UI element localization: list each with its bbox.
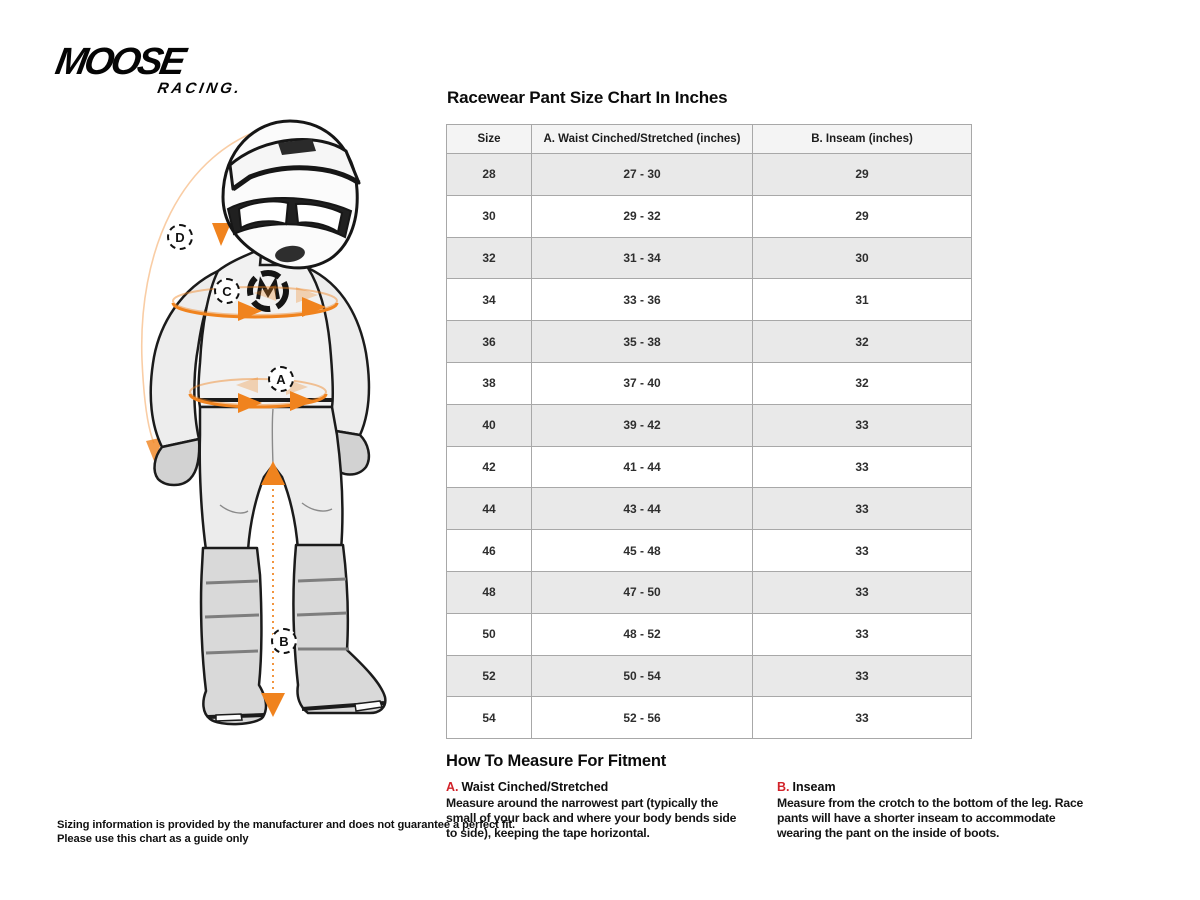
table-cell: 33 xyxy=(753,530,972,572)
table-cell: 30 xyxy=(447,195,532,237)
measure-item-letter: B. xyxy=(777,780,790,794)
measure-marker-b: B xyxy=(271,628,297,654)
brand-logo xyxy=(52,41,246,97)
brand-logo-subword: RACING. xyxy=(156,80,244,97)
table-cell: 31 - 34 xyxy=(532,237,753,279)
measure-item xyxy=(777,780,1087,841)
column-header: A. Waist Cinched/Stretched (inches) xyxy=(532,125,753,154)
table-cell: 37 - 40 xyxy=(532,362,753,404)
table-cell: 32 xyxy=(753,321,972,363)
table-cell: 45 - 48 xyxy=(532,530,753,572)
rider-figure xyxy=(50,105,430,755)
table-row xyxy=(447,321,972,363)
table-cell: 48 xyxy=(447,571,532,613)
table-cell: 54 xyxy=(447,697,532,739)
measure-item-name: Inseam xyxy=(792,780,836,794)
table-cell: 41 - 44 xyxy=(532,446,753,488)
page-title: Racewear Pant Size Chart In Inches xyxy=(447,88,728,107)
table-cell: 52 - 56 xyxy=(532,697,753,739)
table-cell: 35 - 38 xyxy=(532,321,753,363)
table-cell: 48 - 52 xyxy=(532,613,753,655)
table-cell: 46 xyxy=(447,530,532,572)
size-chart-table xyxy=(446,124,972,739)
table-cell: 33 xyxy=(753,446,972,488)
table-cell: 29 xyxy=(753,154,972,196)
table-cell: 33 - 36 xyxy=(532,279,753,321)
table-cell: 27 - 30 xyxy=(532,154,753,196)
table-cell: 33 xyxy=(753,613,972,655)
table-row xyxy=(447,697,972,739)
column-header: B. Inseam (inches) xyxy=(753,125,972,154)
table-row xyxy=(447,154,972,196)
measure-item-description: Measure from the crotch to the bottom of the leg. Race pants will have a shorter inseam to accommodate wearing the pant on the inside of boots. xyxy=(777,796,1084,840)
inseam-measure-line xyxy=(261,461,285,717)
disclaimer-line: Please use this chart as a guide only xyxy=(57,833,249,845)
table-cell: 50 xyxy=(447,613,532,655)
table-cell: 33 xyxy=(753,488,972,530)
rider-illustration xyxy=(50,105,430,755)
table-cell: 42 xyxy=(447,446,532,488)
table-cell: 36 xyxy=(447,321,532,363)
table-cell: 38 xyxy=(447,362,532,404)
table-cell: 44 xyxy=(447,488,532,530)
table-row xyxy=(447,404,972,446)
table-cell: 29 - 32 xyxy=(532,195,753,237)
measure-item-description: Measure around the narrowest part (typically the small of your back and where your body bends side to side), keeping the tape horizontal. xyxy=(446,796,737,840)
disclaimer-text xyxy=(57,818,515,846)
table-cell: 50 - 54 xyxy=(532,655,753,697)
measure-item-label xyxy=(446,780,748,794)
table-row xyxy=(447,195,972,237)
table-row xyxy=(447,446,972,488)
table-cell: 28 xyxy=(447,154,532,196)
table-cell: 31 xyxy=(753,279,972,321)
table-row xyxy=(447,362,972,404)
table-cell: 29 xyxy=(753,195,972,237)
table-cell: 32 xyxy=(447,237,532,279)
table-cell: 30 xyxy=(753,237,972,279)
measure-marker-a: A xyxy=(268,366,294,392)
table-cell: 47 - 50 xyxy=(532,571,753,613)
table-cell: 32 xyxy=(753,362,972,404)
measure-marker-d: D xyxy=(167,224,193,250)
rider-helmet xyxy=(223,121,359,268)
table-cell: 52 xyxy=(447,655,532,697)
table-row xyxy=(447,279,972,321)
table-row xyxy=(447,655,972,697)
brand-logo-word: MOOSE xyxy=(52,41,187,83)
measure-item-letter: A. xyxy=(446,780,459,794)
column-header: Size xyxy=(447,125,532,154)
measure-marker-c: C xyxy=(214,278,240,304)
table-row xyxy=(447,488,972,530)
measure-item-label xyxy=(777,780,1087,794)
how-to-measure-heading: How To Measure For Fitment xyxy=(446,752,667,770)
table-cell: 33 xyxy=(753,697,972,739)
table-cell: 43 - 44 xyxy=(532,488,753,530)
disclaimer-line: Sizing information is provided by the manufacturer and does not guarantee a perfect fit. xyxy=(57,819,516,831)
table-row xyxy=(447,571,972,613)
table-cell: 34 xyxy=(447,279,532,321)
table-cell: 33 xyxy=(753,571,972,613)
how-to-measure-section xyxy=(446,752,1136,840)
measure-item-name: Waist Cinched/Stretched xyxy=(461,780,609,794)
table-cell: 39 - 42 xyxy=(532,404,753,446)
table-cell: 40 xyxy=(447,404,532,446)
table-row xyxy=(447,530,972,572)
table-header-row xyxy=(447,125,972,154)
table-row xyxy=(447,613,972,655)
table-row xyxy=(447,237,972,279)
table-cell: 33 xyxy=(753,404,972,446)
table-cell: 33 xyxy=(753,655,972,697)
